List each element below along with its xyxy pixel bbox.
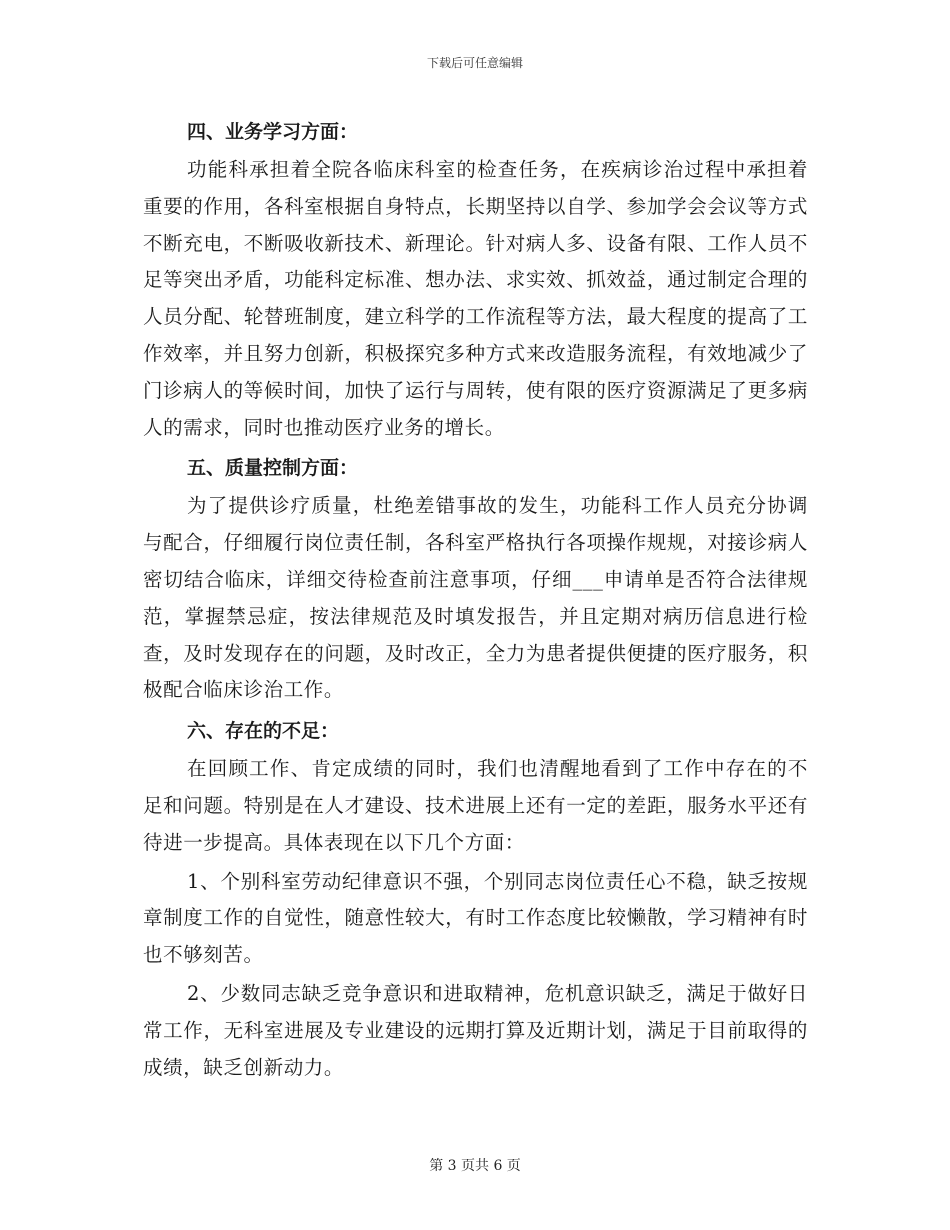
- section-heading-quality-control: 五、质量控制方面：: [187, 457, 359, 480]
- document-body: [143, 112, 808, 1086]
- paragraph: 功能科承担着全院各临床科室的检查任务，在疾病诊治过程中承担着重要的作用，各科室根据自身特点，长期坚持以自学、参加学会会议等方式不断充电，不断吸收新技术、新理论。针对病人多、设备有限、工作人员不足等突出矛盾，功能科定标准、想办法、求实效、抓效益，通过制定合理的人员分配、轮替班制度，建立科学的工作流程等方法，最大程度的提高了工作效率，并且努力创新，积极探究多种方式来改造服务流程，有效地减少了门诊病人的等候时间，加快了运行与周转，使有限的医疗资源满足了更多病人的需求，同时也推动医疗业务的增长。: [143, 158, 808, 439]
- section-heading-business-learning: 四、业务学习方面：: [187, 121, 359, 143]
- paragraph: 1、个别科室劳动纪律意识不强，个别同志岗位责任心不稳，缺乏按规章制度工作的自觉性，随意性较大，有时工作态度比较懒散，学习精神有时也不够刻苦。: [143, 869, 808, 967]
- page-number: 第 3 页共 6 页: [429, 1158, 521, 1174]
- header-note: 下载后可任意编辑: [426, 56, 523, 70]
- paragraph: 为了提供诊疗质量，杜绝差错事故的发生，功能科工作人员充分协调与配合，仔细履行岗位责任制，各科室严格执行各项操作规规，对接诊病人密切结合临床，详细交待检查前注意事项，仔细___申请单是否符合法律规范，掌握禁忌症，按法律规范及时填发报告，并且定期对病历信息进行检查，及时发现存在的问题，及时改正，全力为患者提供便捷的医疗服务，积极配合临床诊治工作。: [143, 494, 808, 702]
- paragraph: 2、少数同志缺乏竞争意识和进取精神，危机意识缺乏，满足于做好日常工作，无科室进展及专业建设的远期打算及近期计划，满足于目前取得的成绩，缺乏创新动力。: [143, 981, 808, 1079]
- paragraph: 在回顾工作、肯定成绩的同时，我们也清醒地看到了工作中存在的不足和问题。特别是在人才建设、技术进展上还有一定的差距，服务水平还有待进一步提高。具体表现在以下几个方面：: [143, 757, 808, 854]
- section-heading-shortcomings: 六、存在的不足：: [187, 720, 340, 743]
